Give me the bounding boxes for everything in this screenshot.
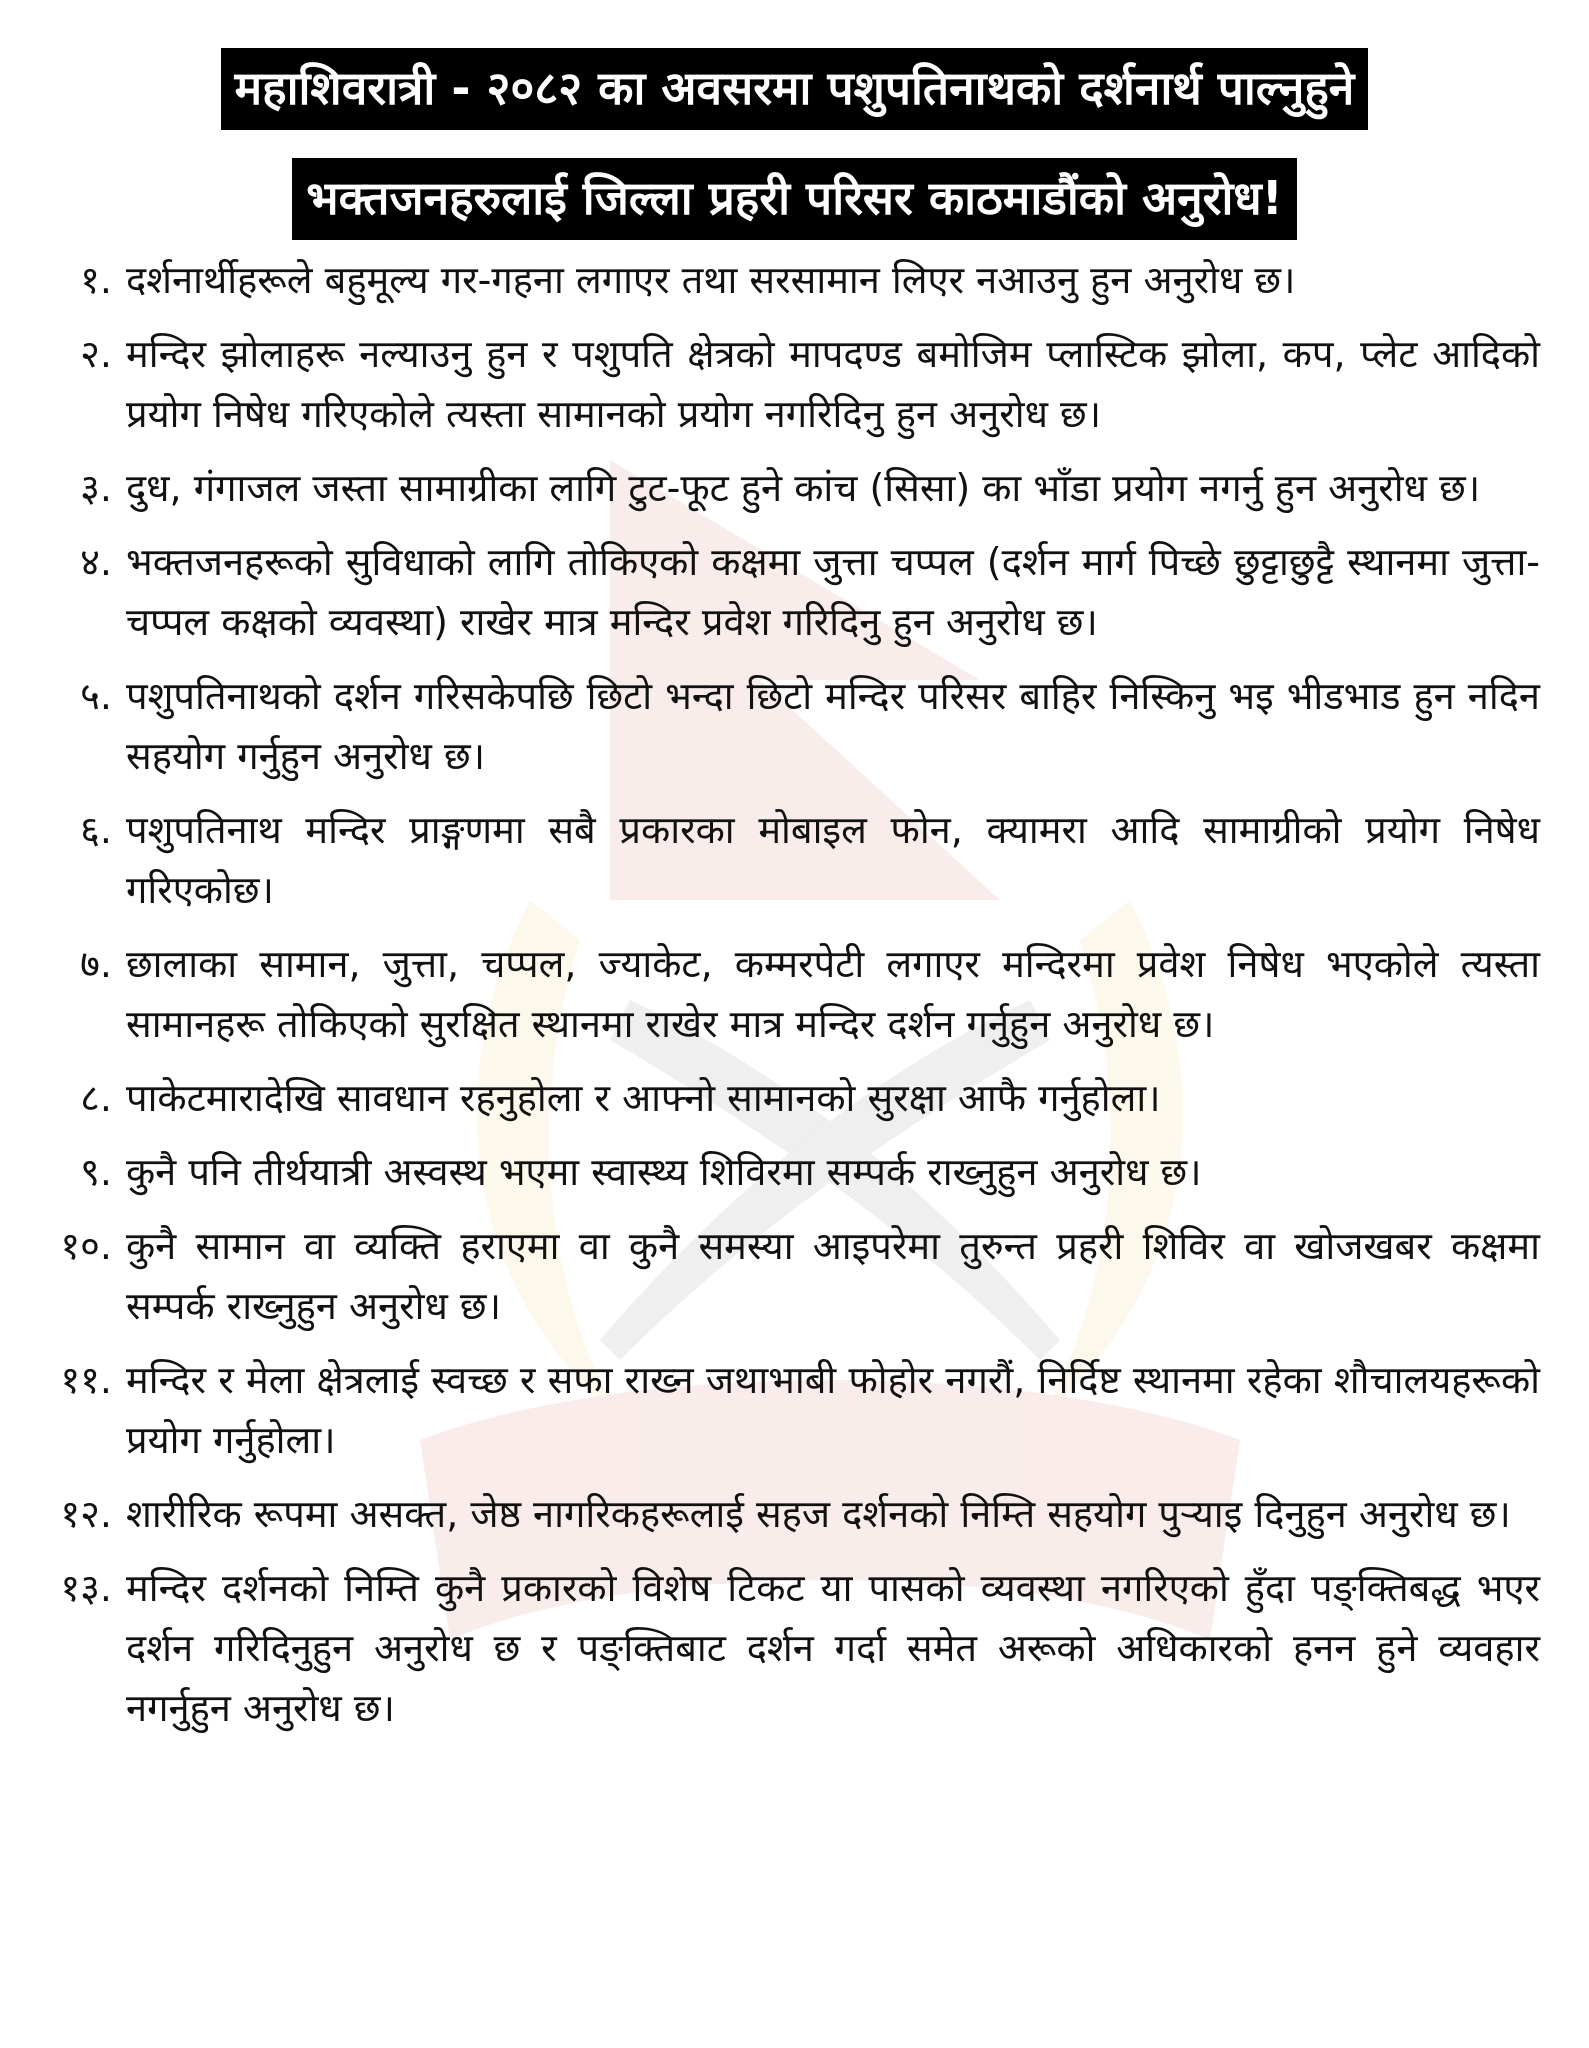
item-number: १. — [80, 258, 112, 302]
list-item — [40, 1350, 1540, 1470]
item-text: मन्दिर र मेला क्षेत्रलाई स्वच्छ र सफा राख्न जथाभाबी फोहोर नगरौं, निर्दिष्ट स्थानमा रहेका शौचालयहरूको प्रयोग गर्नुहोला। — [126, 1358, 1540, 1462]
item-number: ३. — [80, 466, 112, 510]
list-item — [40, 458, 1540, 518]
list-item — [40, 1142, 1540, 1202]
item-text: भक्तजनहरूको सुविधाको लागि तोकिएको कक्षमा जुत्ता चप्पल (दर्शन मार्ग पिच्छे छुट्टाछुट्टै स्थानमा जुत्ता-चप्पल कक्षको व्यवस्था) राखेर मात्र मन्दिर प्रवेश गरिदिनु हुन अनुरोध छ। — [126, 540, 1540, 644]
list-item — [40, 532, 1540, 652]
item-number: ८. — [80, 1076, 112, 1120]
item-number: ५. — [80, 674, 112, 718]
title-line-2: भक्तजनहरुलाई जिल्ला प्रहरी परिसर काठमाडौंको अनुरोध! — [292, 158, 1296, 240]
list-item — [40, 934, 1540, 1054]
item-text: शारीरिक रूपमा असक्त, जेष्ठ नागरिकहरूलाई सहज दर्शनको निम्ति सहयोग पुऱ्याइ दिनुहुन अनुरोध छ। — [126, 1492, 1511, 1536]
item-number: ११. — [60, 1358, 112, 1402]
list-item — [40, 1068, 1540, 1128]
list-item — [40, 800, 1540, 920]
item-number: १२. — [60, 1492, 112, 1536]
item-text: मन्दिर दर्शनको निम्ति कुनै प्रकारको विशेष टिकट या पासको व्यवस्था नगरिएको हुँदा पङ्क्तिबद्ध भएर दर्शन गरिदिनुहुन अनुरोध छ र पङ्क्तिबाट दर्शन गर्दा समेत अरूको अधिकारको हनन हुने व्यवहार नगर्नुहुन अनुरोध छ। — [126, 1566, 1540, 1730]
item-text: कुनै सामान वा व्यक्ति हराएमा वा कुनै समस्या आइपरेमा तुरुन्त प्रहरी शिविर वा खोजखबर कक्षमा सम्पर्क राख्नुहुन अनुरोध छ। — [126, 1224, 1540, 1328]
item-text: दुध, गंगाजल जस्ता सामाग्रीका लागि टुट-फूट हुने कांच (सिसा) का भाँडा प्रयोग नगर्नु हुन अनुरोध छ। — [126, 466, 1481, 510]
item-number: २. — [80, 332, 112, 376]
list-item — [40, 1216, 1540, 1336]
item-text: कुनै पनि तीर्थयात्री अस्वस्थ भएमा स्वास्थ्य शिविरमा सम्पर्क राख्नुहुन अनुरोध छ। — [126, 1150, 1202, 1194]
item-number: १०. — [60, 1224, 112, 1268]
list-item — [40, 250, 1540, 310]
item-text: छालाका सामान, जुत्ता, चप्पल, ज्याकेट, कम्मरपेटी लगाएर मन्दिरमा प्रवेश निषेध भएकोले त्यस्ता सामानहरू तोकिएको सुरक्षित स्थानमा राखेर मात्र मन्दिर दर्शन गर्नुहुन अनुरोध छ। — [126, 942, 1540, 1046]
item-number: ६. — [80, 808, 112, 852]
notice-title — [0, 48, 1589, 240]
item-text: दर्शनार्थीहरूले बहुमूल्य गर-गहना लगाएर तथा सरसामान लिएर नआउनु हुन अनुरोध छ। — [126, 258, 1296, 302]
item-number: १३. — [60, 1566, 112, 1610]
item-text: पशुपतिनाथ मन्दिर प्राङ्गणमा सबै प्रकारका मोबाइल फोन, क्यामरा आदि सामाग्रीको प्रयोग निषेध गरिएकोछ। — [126, 808, 1540, 912]
item-text: पशुपतिनाथको दर्शन गरिसकेपछि छिटो भन्दा छिटो मन्दिर परिसर बाहिर निस्किनु भइ भीडभाड हुन नदिन सहयोग गर्नुहुन अनुरोध छ। — [126, 674, 1540, 778]
item-number: ९. — [80, 1150, 112, 1194]
list-item — [40, 666, 1540, 786]
item-number: ४. — [80, 540, 112, 584]
item-text: मन्दिर झोलाहरू नल्याउनु हुन र पशुपति क्षेत्रको मापदण्ड बमोजिम प्लास्टिक झोला, कप, प्लेट आदिको प्रयोग निषेध गरिएकोले त्यस्ता सामानको प्रयोग नगरिदिनु हुन अनुरोध छ। — [126, 332, 1540, 436]
list-item — [40, 324, 1540, 444]
list-item — [40, 1484, 1540, 1544]
title-line-1: महाशिवरात्री - २०८२ का अवसरमा पशुपतिनाथको दर्शनार्थ पाल्नुहुने — [221, 48, 1369, 130]
item-text: पाकेटमारादेखि सावधान रहनुहोला र आफ्नो सामानको सुरक्षा आफै गर्नुहोला। — [126, 1076, 1161, 1120]
list-item — [40, 1558, 1540, 1738]
notice-list — [40, 250, 1540, 1752]
item-number: ७. — [80, 942, 112, 986]
